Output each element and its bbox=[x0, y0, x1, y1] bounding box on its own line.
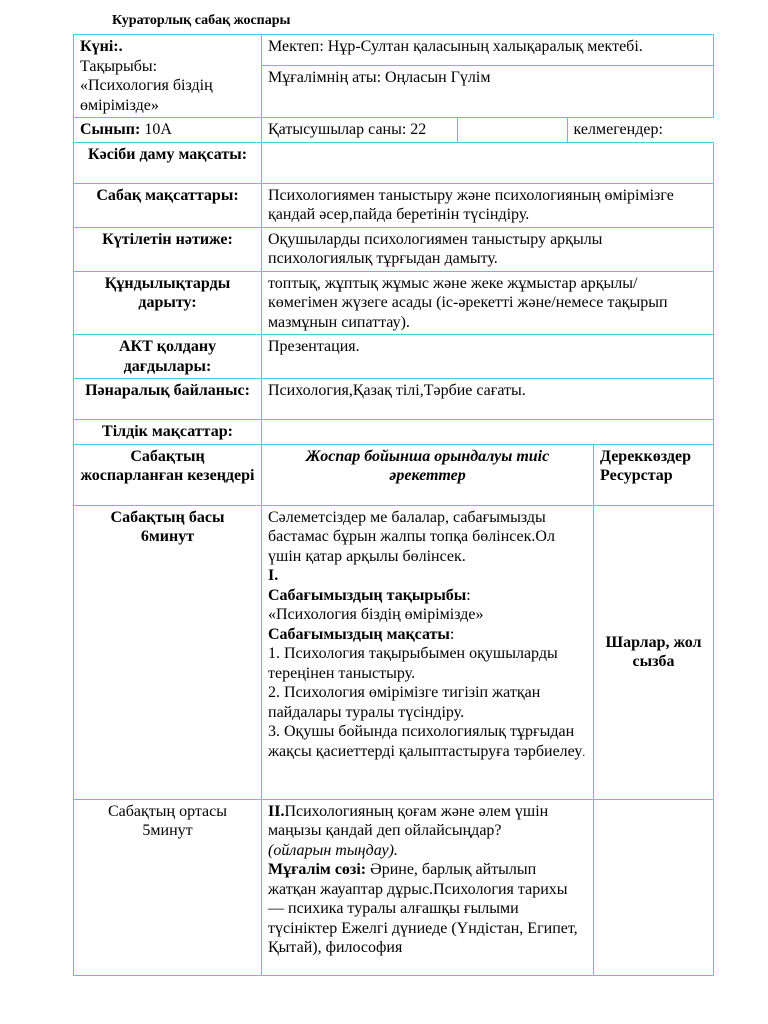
stage-start-time: 6минут bbox=[140, 528, 195, 545]
absent-cell: келмегендер: bbox=[573, 121, 663, 138]
stage-middle-question-block bbox=[268, 802, 587, 841]
stage-start-intro: Сәлеметсіздер ме балалар, сабағымызды бастамас бұрын жалпы топқа бөлінсек.Ол үшін қатар арқылы бөлінсек. bbox=[268, 508, 555, 565]
values-value: топтық, жұптық жұмыс және жеке жұмыстар арқылы/көмегімен жүзеге асады (іс-әрекетті және/немесе тақырып мазмұнын сипаттау). bbox=[262, 271, 714, 335]
teacher-speech-label: Мұғалім сөзі: bbox=[268, 861, 367, 878]
cross-value: Психология,Қазақ тілі,Тәрбие сағаты. bbox=[262, 379, 714, 420]
lang-goals-value bbox=[262, 420, 714, 445]
stage-start-cell bbox=[74, 505, 262, 799]
actions-header: Жоспар бойынша орындалуы тиіс әрекеттер bbox=[262, 444, 594, 505]
participants-cell: Қатысушылар саны: 22 bbox=[262, 118, 457, 142]
stage-start-actions bbox=[262, 505, 594, 799]
date-label: Күні:. bbox=[80, 38, 123, 55]
topic-label: Тақырыбы: bbox=[80, 57, 158, 75]
class-cell bbox=[74, 118, 262, 143]
stage-middle-time: 5минут bbox=[142, 822, 193, 839]
page-heading: Кураторлық сабақ жоспары bbox=[112, 13, 291, 28]
lesson-goals-items: 1. Психология тақырыбымен оқушыларды тереңінен таныстыру. 2. Психология өмірімізге тигізіп жатқан пайдалары туралы түсіндіру. 3. Оқушы бойында психологиялық тұрғыдан жақсы қасиеттерді қалыптастыруға тәрбиелеу bbox=[268, 645, 583, 760]
participants-row bbox=[262, 118, 714, 143]
lang-goals-label: Тілдік мақсаттар: bbox=[74, 420, 262, 445]
resources-header: Дереккөздер Ресурстар bbox=[594, 444, 714, 505]
class-value: 10А bbox=[140, 121, 172, 138]
lesson-plan-table bbox=[73, 34, 714, 976]
prof-goal-label: Кәсіби даму мақсаты: bbox=[74, 142, 262, 183]
class-label: Сынып: bbox=[80, 121, 141, 138]
school-cell: Мектеп: Нұр-Султан қаласының халықаралық мектебі. bbox=[262, 35, 714, 66]
teacher-speech-text: Әрине, барлық айтылып жатқан жауаптар дұрыс.Психология тарихы — психика туралы алғашқы ғылыми түсініктер Ежелгі дүниеде (Үндістан, Египет, Қытай), философия bbox=[268, 861, 578, 956]
lesson-topic-colon: : bbox=[466, 586, 471, 604]
stage-middle-name: Сабақтың ортасы bbox=[107, 802, 228, 820]
lesson-topic-line bbox=[268, 586, 587, 606]
cross-label: Пәнаралық байланыс: bbox=[74, 379, 262, 420]
stage-start-name: Сабақтың басы bbox=[110, 508, 225, 526]
participants-blank-cell bbox=[457, 118, 567, 142]
teacher-speech bbox=[268, 860, 587, 958]
stages-header: Сабақтың жоспарланған кезеңдері bbox=[74, 444, 262, 505]
ict-label: АКТ қолдану дағдылары: bbox=[74, 335, 262, 379]
lesson-goals-trailing-dot: . bbox=[582, 746, 586, 759]
teacher-cell: Мұғалімнің аты: Оңласын Гүлім bbox=[262, 66, 714, 118]
lesson-goals-heading: Сабағымыздың мақсаты bbox=[268, 625, 450, 643]
stage-middle-question: Психологияның қоғам және әлем үшін маңызы қандай деп ойлайсыңдар? bbox=[268, 802, 549, 839]
stage-middle-listen: (ойларын тыңдау). bbox=[268, 841, 398, 859]
lesson-goals-label: Сабақ мақсаттары: bbox=[74, 183, 262, 227]
lesson-goals-list bbox=[268, 644, 587, 763]
stage-middle-resources bbox=[594, 799, 714, 975]
values-label: Құндылықтарды дарыту: bbox=[74, 271, 262, 335]
stage-middle-roman: II. bbox=[268, 802, 285, 820]
lesson-goals-line bbox=[268, 625, 587, 645]
expected-label: Күтілетін нәтиже: bbox=[74, 227, 262, 271]
lesson-goals-colon: : bbox=[449, 625, 455, 643]
stage-start-roman: I. bbox=[268, 567, 279, 584]
ict-value: Презентация. bbox=[262, 335, 714, 379]
lesson-topic-value: «Психология біздің өмірімізде» bbox=[268, 606, 484, 623]
expected-value: Оқушыларды психологиямен таныстыру арқылы психологиялық тұрғыдан дамыту. bbox=[262, 227, 714, 271]
stage-middle-actions bbox=[262, 799, 594, 975]
stage-middle-cell bbox=[74, 799, 262, 975]
prof-goal-value bbox=[262, 142, 714, 183]
stage-start-resources: Шарлар, жол сызба bbox=[594, 505, 714, 799]
date-topic-cell bbox=[74, 35, 262, 118]
lesson-topic-label: Сабағымыздың тақырыбы bbox=[268, 586, 467, 604]
lesson-goals-value: Психологиямен таныстыру және психологияның өмірімізге қандай әсер,пайда беретінін түсіндіру. bbox=[262, 183, 714, 227]
topic-value: «Психология біздің өмірімізде» bbox=[80, 77, 213, 114]
